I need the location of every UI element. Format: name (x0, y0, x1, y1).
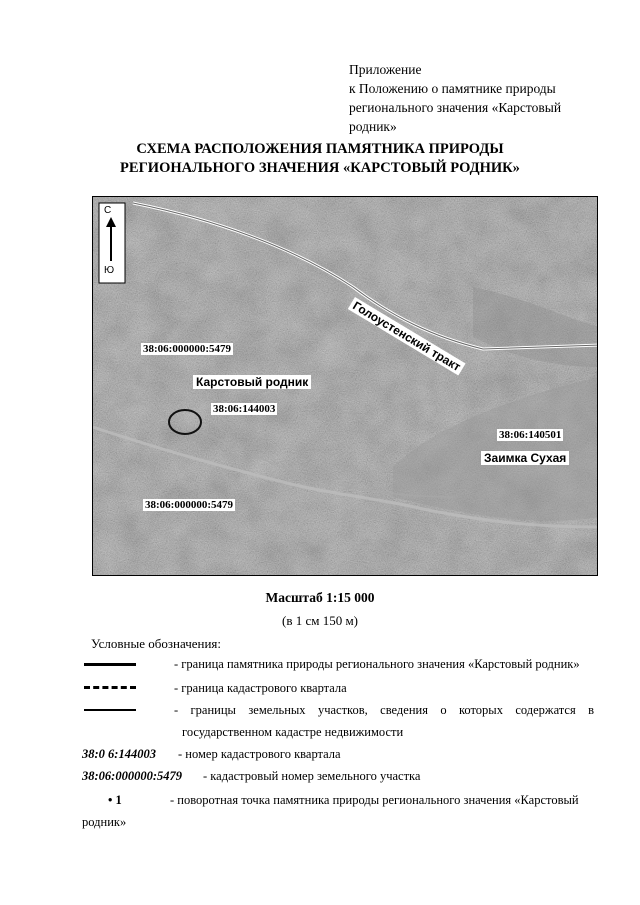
quarter-label-main: 38:06:144003 (213, 403, 276, 415)
satellite-map (92, 196, 598, 576)
legend-thin-line-icon (84, 709, 136, 711)
legend-title: Условные обозначения: (91, 636, 222, 651)
map-canvas (93, 197, 598, 576)
legend-parcel-code: 38:06:000000:5479 (82, 769, 182, 783)
legend-boundary-quarter: - граница кадастрового квартала (174, 681, 347, 695)
parcel-label-bottom: 38:06:000000:5479 (145, 499, 233, 511)
appendix-line-3: регионального значения «Карстовый (349, 100, 562, 115)
road-label: Голоустенский тракт (348, 297, 466, 376)
legend-quarter-desc: - номер кадастрового квартала (178, 747, 341, 761)
compass-north-label: С (104, 205, 112, 216)
quarter-label-east: 38:06:140501 (499, 429, 562, 441)
legend-point-desc-line-1: - поворотная точка памятника природы регионального значения «Карстовый (170, 793, 579, 807)
compass-south-label: Ю (104, 265, 115, 276)
legend-parcel-desc: - кадастровый номер земельного участка (203, 769, 421, 783)
appendix-line-4: родник» (349, 119, 397, 134)
legend-point-desc-line-2: родник» (82, 815, 127, 829)
legend-land-plots-line-2: государственном кадастре недвижимости (182, 725, 404, 739)
legend-quarter-code: 38:0 6:144003 (82, 747, 156, 761)
legend-point-marker: • 1 (108, 793, 122, 807)
appendix-line-2: к Положению о памятнике природы (349, 81, 556, 96)
village-label: Заимка Сухая (481, 451, 569, 465)
document-title (0, 140, 640, 178)
compass-arrow-icon (110, 221, 112, 261)
legend-dashed-line-icon (84, 686, 136, 689)
compass-arrowhead-icon (106, 217, 116, 227)
spring-label: Карстовый родник (193, 375, 311, 389)
parcel-label-top: 38:06:000000:5479 (143, 343, 231, 355)
title-line-1: СХЕМА РАСПОЛОЖЕНИЯ ПАМЯТНИКА ПРИРОДЫ (136, 141, 504, 157)
appendix-block (349, 60, 599, 136)
scale-note: (в 1 см 150 м) (281, 613, 359, 628)
legend-land-plots-line-1: - границы земельных участков, сведения о которых содержатся в (174, 703, 594, 717)
title-line-2: РЕГИОНАЛЬНОГО ЗНАЧЕНИЯ «КАРСТОВЫЙ РОДНИК» (120, 160, 520, 176)
legend-boundary-monument: - граница памятника природы регионального значения «Карстовый родник» (174, 657, 580, 671)
appendix-line-1: Приложение (349, 62, 422, 77)
legend-solid-line-icon (84, 663, 136, 666)
scale-label: Масштаб 1:15 000 (265, 590, 375, 605)
